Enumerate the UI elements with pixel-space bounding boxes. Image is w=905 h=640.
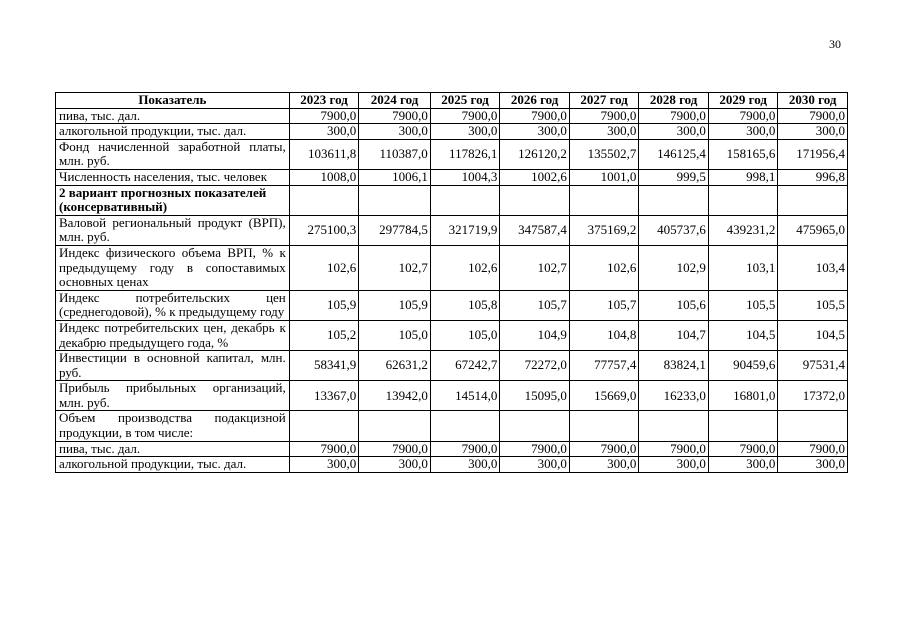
value-cell: 13367,0 xyxy=(289,381,359,411)
value-cell: 105,7 xyxy=(500,290,570,320)
value-cell xyxy=(639,185,709,215)
value-cell: 83824,1 xyxy=(639,351,709,381)
value-cell: 300,0 xyxy=(778,124,848,140)
value-cell xyxy=(359,185,431,215)
value-cell: 103611,8 xyxy=(289,139,359,169)
value-cell: 7900,0 xyxy=(359,441,431,457)
value-cell: 58341,9 xyxy=(289,351,359,381)
value-cell: 102,6 xyxy=(430,245,500,290)
column-header-year: 2030 год xyxy=(778,93,848,109)
value-cell: 996,8 xyxy=(778,169,848,185)
column-header-year: 2025 год xyxy=(430,93,500,109)
row-label: Инвестиции в основной капитал, млн. руб. xyxy=(56,351,290,381)
value-cell: 105,0 xyxy=(359,320,431,350)
value-cell xyxy=(289,411,359,441)
value-cell xyxy=(500,411,570,441)
value-cell: 104,5 xyxy=(708,320,778,350)
value-cell: 300,0 xyxy=(569,124,639,140)
value-cell: 102,9 xyxy=(639,245,709,290)
value-cell: 300,0 xyxy=(569,457,639,473)
value-cell: 102,6 xyxy=(569,245,639,290)
row-label: Валовой региональный продукт (ВРП), млн. руб. xyxy=(56,215,290,245)
value-cell: 300,0 xyxy=(639,457,709,473)
value-cell xyxy=(778,185,848,215)
table-row xyxy=(56,245,848,290)
row-label: Объем производства подакцизной продукции, в том числе: xyxy=(56,411,290,441)
table-row xyxy=(56,124,848,140)
row-label: Численность населения, тыс. человек xyxy=(56,169,290,185)
value-cell: 7900,0 xyxy=(778,441,848,457)
column-header-year: 2029 год xyxy=(708,93,778,109)
row-label: пива, тыс. дал. xyxy=(56,441,290,457)
value-cell: 300,0 xyxy=(289,124,359,140)
value-cell: 67242,7 xyxy=(430,351,500,381)
value-cell: 104,8 xyxy=(569,320,639,350)
column-header-year: 2027 год xyxy=(569,93,639,109)
value-cell: 13942,0 xyxy=(359,381,431,411)
column-header-year: 2026 год xyxy=(500,93,570,109)
value-cell: 7900,0 xyxy=(708,108,778,124)
value-cell xyxy=(708,185,778,215)
value-cell: 16801,0 xyxy=(708,381,778,411)
value-cell: 375169,2 xyxy=(569,215,639,245)
value-cell: 102,7 xyxy=(359,245,431,290)
value-cell: 1002,6 xyxy=(500,169,570,185)
table-row xyxy=(56,169,848,185)
value-cell: 97531,4 xyxy=(778,351,848,381)
value-cell: 104,5 xyxy=(778,320,848,350)
value-cell: 7900,0 xyxy=(430,441,500,457)
value-cell: 300,0 xyxy=(708,457,778,473)
value-cell: 347587,4 xyxy=(500,215,570,245)
value-cell xyxy=(639,411,709,441)
value-cell: 275100,3 xyxy=(289,215,359,245)
row-label: Индекс потребительских цен (среднегодовой), % к предыдущему году xyxy=(56,290,290,320)
value-cell: 1001,0 xyxy=(569,169,639,185)
value-cell xyxy=(430,185,500,215)
value-cell: 300,0 xyxy=(708,124,778,140)
value-cell: 15669,0 xyxy=(569,381,639,411)
value-cell: 7900,0 xyxy=(500,108,570,124)
value-cell: 105,7 xyxy=(569,290,639,320)
value-cell xyxy=(569,185,639,215)
value-cell: 105,5 xyxy=(708,290,778,320)
value-cell xyxy=(569,411,639,441)
value-cell: 77757,4 xyxy=(569,351,639,381)
table-row xyxy=(56,215,848,245)
table-body xyxy=(56,108,848,472)
table-row xyxy=(56,290,848,320)
row-label: Фонд начисленной заработной платы, млн. руб. xyxy=(56,139,290,169)
value-cell: 405737,6 xyxy=(639,215,709,245)
value-cell: 110387,0 xyxy=(359,139,431,169)
value-cell: 103,4 xyxy=(778,245,848,290)
value-cell: 1006,1 xyxy=(359,169,431,185)
value-cell: 7900,0 xyxy=(639,441,709,457)
forecast-table xyxy=(55,92,848,473)
row-label: алкогольной продукции, тыс. дал. xyxy=(56,124,290,140)
column-header-year: 2024 год xyxy=(359,93,431,109)
value-cell: 105,9 xyxy=(359,290,431,320)
row-label: Индекс потребительских цен, декабрь к декабрю предыдущего года, % xyxy=(56,320,290,350)
value-cell: 7900,0 xyxy=(778,108,848,124)
table-row xyxy=(56,457,848,473)
value-cell: 15095,0 xyxy=(500,381,570,411)
value-cell: 17372,0 xyxy=(778,381,848,411)
page-number: 30 xyxy=(829,37,841,51)
value-cell: 103,1 xyxy=(708,245,778,290)
table-row xyxy=(56,139,848,169)
table-row xyxy=(56,441,848,457)
value-cell: 321719,9 xyxy=(430,215,500,245)
row-label: пива, тыс. дал. xyxy=(56,108,290,124)
row-label: Индекс физического объема ВРП, % к предыдущему году в сопоставимых основных ценах xyxy=(56,245,290,290)
value-cell: 297784,5 xyxy=(359,215,431,245)
value-cell: 158165,6 xyxy=(708,139,778,169)
row-label: 2 вариант прогнозных показателей (консервативный) xyxy=(56,185,290,215)
value-cell: 14514,0 xyxy=(430,381,500,411)
table-row xyxy=(56,411,848,441)
value-cell: 105,9 xyxy=(289,290,359,320)
value-cell: 7900,0 xyxy=(430,108,500,124)
value-cell xyxy=(708,411,778,441)
value-cell: 1004,3 xyxy=(430,169,500,185)
value-cell: 104,7 xyxy=(639,320,709,350)
value-cell: 475965,0 xyxy=(778,215,848,245)
value-cell: 7900,0 xyxy=(639,108,709,124)
section-row xyxy=(56,185,848,215)
value-cell: 7900,0 xyxy=(359,108,431,124)
value-cell: 126120,2 xyxy=(500,139,570,169)
value-cell: 300,0 xyxy=(778,457,848,473)
value-cell: 999,5 xyxy=(639,169,709,185)
value-cell: 300,0 xyxy=(430,124,500,140)
value-cell: 171956,4 xyxy=(778,139,848,169)
table-row xyxy=(56,320,848,350)
value-cell: 7900,0 xyxy=(569,108,639,124)
value-cell xyxy=(430,411,500,441)
value-cell: 439231,2 xyxy=(708,215,778,245)
value-cell: 300,0 xyxy=(289,457,359,473)
value-cell: 105,2 xyxy=(289,320,359,350)
value-cell: 7900,0 xyxy=(289,108,359,124)
value-cell: 300,0 xyxy=(500,124,570,140)
value-cell: 7900,0 xyxy=(289,441,359,457)
row-label: Прибыль прибыльных организаций, млн. руб. xyxy=(56,381,290,411)
value-cell: 105,0 xyxy=(430,320,500,350)
column-header-year: 2023 год xyxy=(289,93,359,109)
value-cell: 998,1 xyxy=(708,169,778,185)
value-cell: 104,9 xyxy=(500,320,570,350)
value-cell: 7900,0 xyxy=(500,441,570,457)
value-cell: 300,0 xyxy=(359,124,431,140)
value-cell: 146125,4 xyxy=(639,139,709,169)
value-cell: 105,8 xyxy=(430,290,500,320)
value-cell: 16233,0 xyxy=(639,381,709,411)
column-header-indicator: Показатель xyxy=(56,93,290,109)
table-header-row xyxy=(56,93,848,109)
table-row xyxy=(56,381,848,411)
value-cell: 300,0 xyxy=(359,457,431,473)
value-cell xyxy=(359,411,431,441)
value-cell: 72272,0 xyxy=(500,351,570,381)
value-cell: 135502,7 xyxy=(569,139,639,169)
table-row xyxy=(56,351,848,381)
value-cell xyxy=(778,411,848,441)
table-row xyxy=(56,108,848,124)
column-header-year: 2028 год xyxy=(639,93,709,109)
value-cell xyxy=(289,185,359,215)
value-cell: 7900,0 xyxy=(569,441,639,457)
value-cell: 300,0 xyxy=(639,124,709,140)
value-cell: 102,6 xyxy=(289,245,359,290)
value-cell xyxy=(500,185,570,215)
row-label: алкогольной продукции, тыс. дал. xyxy=(56,457,290,473)
value-cell: 102,7 xyxy=(500,245,570,290)
value-cell: 7900,0 xyxy=(708,441,778,457)
value-cell: 1008,0 xyxy=(289,169,359,185)
value-cell: 117826,1 xyxy=(430,139,500,169)
value-cell: 62631,2 xyxy=(359,351,431,381)
value-cell: 105,6 xyxy=(639,290,709,320)
value-cell: 90459,6 xyxy=(708,351,778,381)
value-cell: 300,0 xyxy=(430,457,500,473)
value-cell: 105,5 xyxy=(778,290,848,320)
value-cell: 300,0 xyxy=(500,457,570,473)
